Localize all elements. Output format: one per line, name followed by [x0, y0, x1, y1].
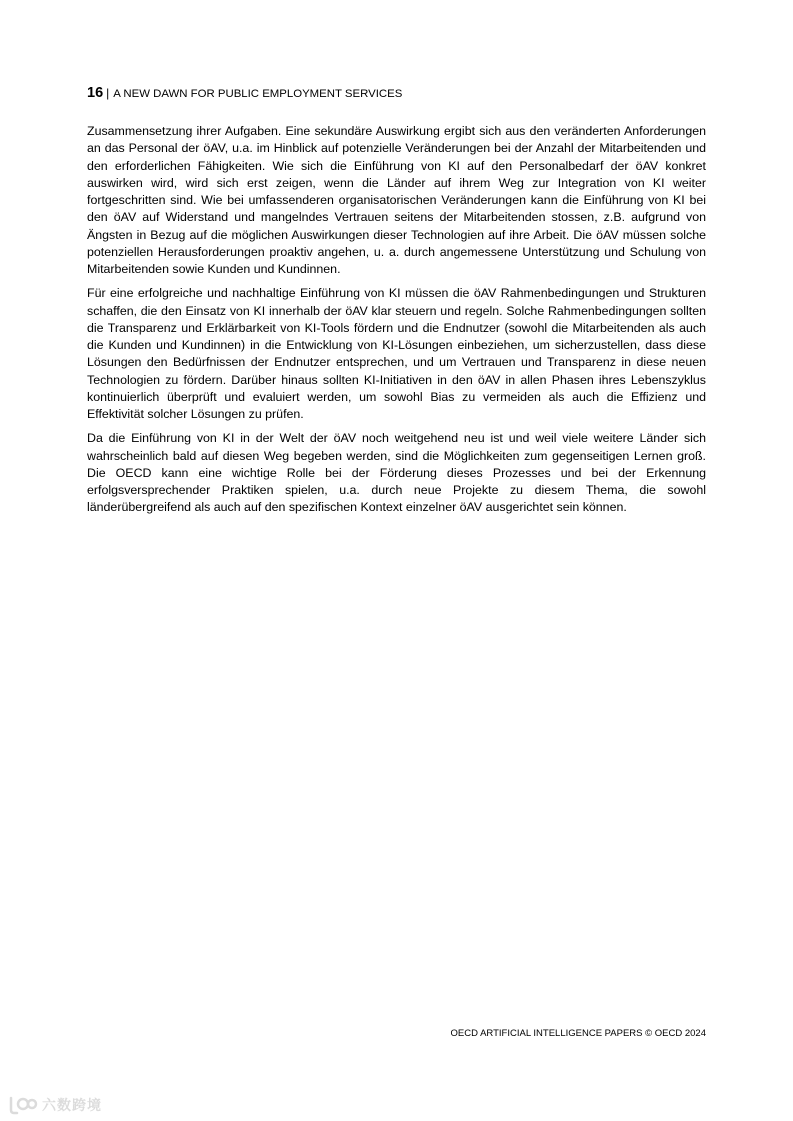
- header-separator: |: [106, 86, 110, 100]
- paragraph: Zusammensetzung ihrer Aufgaben. Eine sekundäre Auswirkung ergibt sich aus den veränderten Anforderungen an das Personal der öAV, u.a. im Hinblick auf potenzielle Veränderungen bei der Anzahl der Mitarbeitenden und den erforderlichen Fähigkeiten. Wie sich die Einführung von KI auf den Personalbedarf der öAV konkret auswirken wird, wird sich erst zeigen, wenn die Länder auf ihrem Weg zur Integration von KI weiter fortgeschritten sind. Wie bei umfassenderen organisatorischen Veränderungen kann die Einführung von KI bei den öAV auf Widerstand und mangelndes Vertrauen seitens der Mitarbeitenden stossen, z.B. aufgrund von Ängsten in Bezug auf die möglichen Auswirkungen dieser Technologien auf ihre Arbeit. Die öAV müssen solche potenziellen Herausforderungen proaktiv angehen, u. a. durch angemessene Unterstützung und Schulung von Mitarbeitenden sowie Kunden und Kundinnen.: [87, 124, 706, 276]
- watermark-text: 六数跨境: [42, 1098, 102, 1114]
- header-title: A NEW DAWN FOR PUBLIC EMPLOYMENT SERVICES: [113, 88, 403, 100]
- paragraph: Da die Einführung von KI in der Welt der öAV noch weitgehend neu ist und weil viele weitere Länder sich wahrscheinlich bald auf diesen Weg begeben werden, sind die Möglichkeiten zum gegenseitigen Lernen groß. Die OECD kann eine wichtige Rolle bei der Förderung dieses Prozesses und bei der Erkennung erfolgsversprechender Praktiken spielen, u.a. durch neue Projekte zu diesem Thema, die sowohl länderübergreifend als auch auf den spezifischen Kontext einzelner öAV ausgerichtet sein können.: [87, 431, 706, 515]
- body-text: [87, 123, 706, 524]
- running-header: [87, 84, 402, 103]
- running-footer: OECD ARTIFICIAL INTELLIGENCE PAPERS © OECD 2024: [450, 1028, 706, 1039]
- page-number: 16: [87, 85, 104, 101]
- watermark: [8, 1093, 102, 1117]
- paragraph: Für eine erfolgreiche und nachhaltige Einführung von KI müssen die öAV Rahmenbedingungen und Strukturen schaffen, die den Einsatz von KI innerhalb der öAV klar steuern und regeln. Solche Rahmenbedingungen sollten die Transparenz und Erklärbarkeit von KI-Tools fördern und die Endnutzer (sowohl die Mitarbeitenden als auch die Kunden und Kundinnen) in die Entwicklung von KI-Lösungen einbeziehen, um sicherzustellen, dass diese Lösungen den Bedürfnissen der Endnutzer entsprechen, und um Vertrauen und Transparenz in diese neuen Technologien zu fördern. Darüber hinaus sollten KI-Initiativen in den öAV in allen Phasen ihres Lebenszyklus kontinuierlich überprüft und evaluiert werden, um sowohl Bias zu vermeiden als auch die Effizienz und Effektivität solcher Lösungen zu prüfen.: [87, 286, 706, 421]
- watermark-logo-icon: [8, 1095, 38, 1115]
